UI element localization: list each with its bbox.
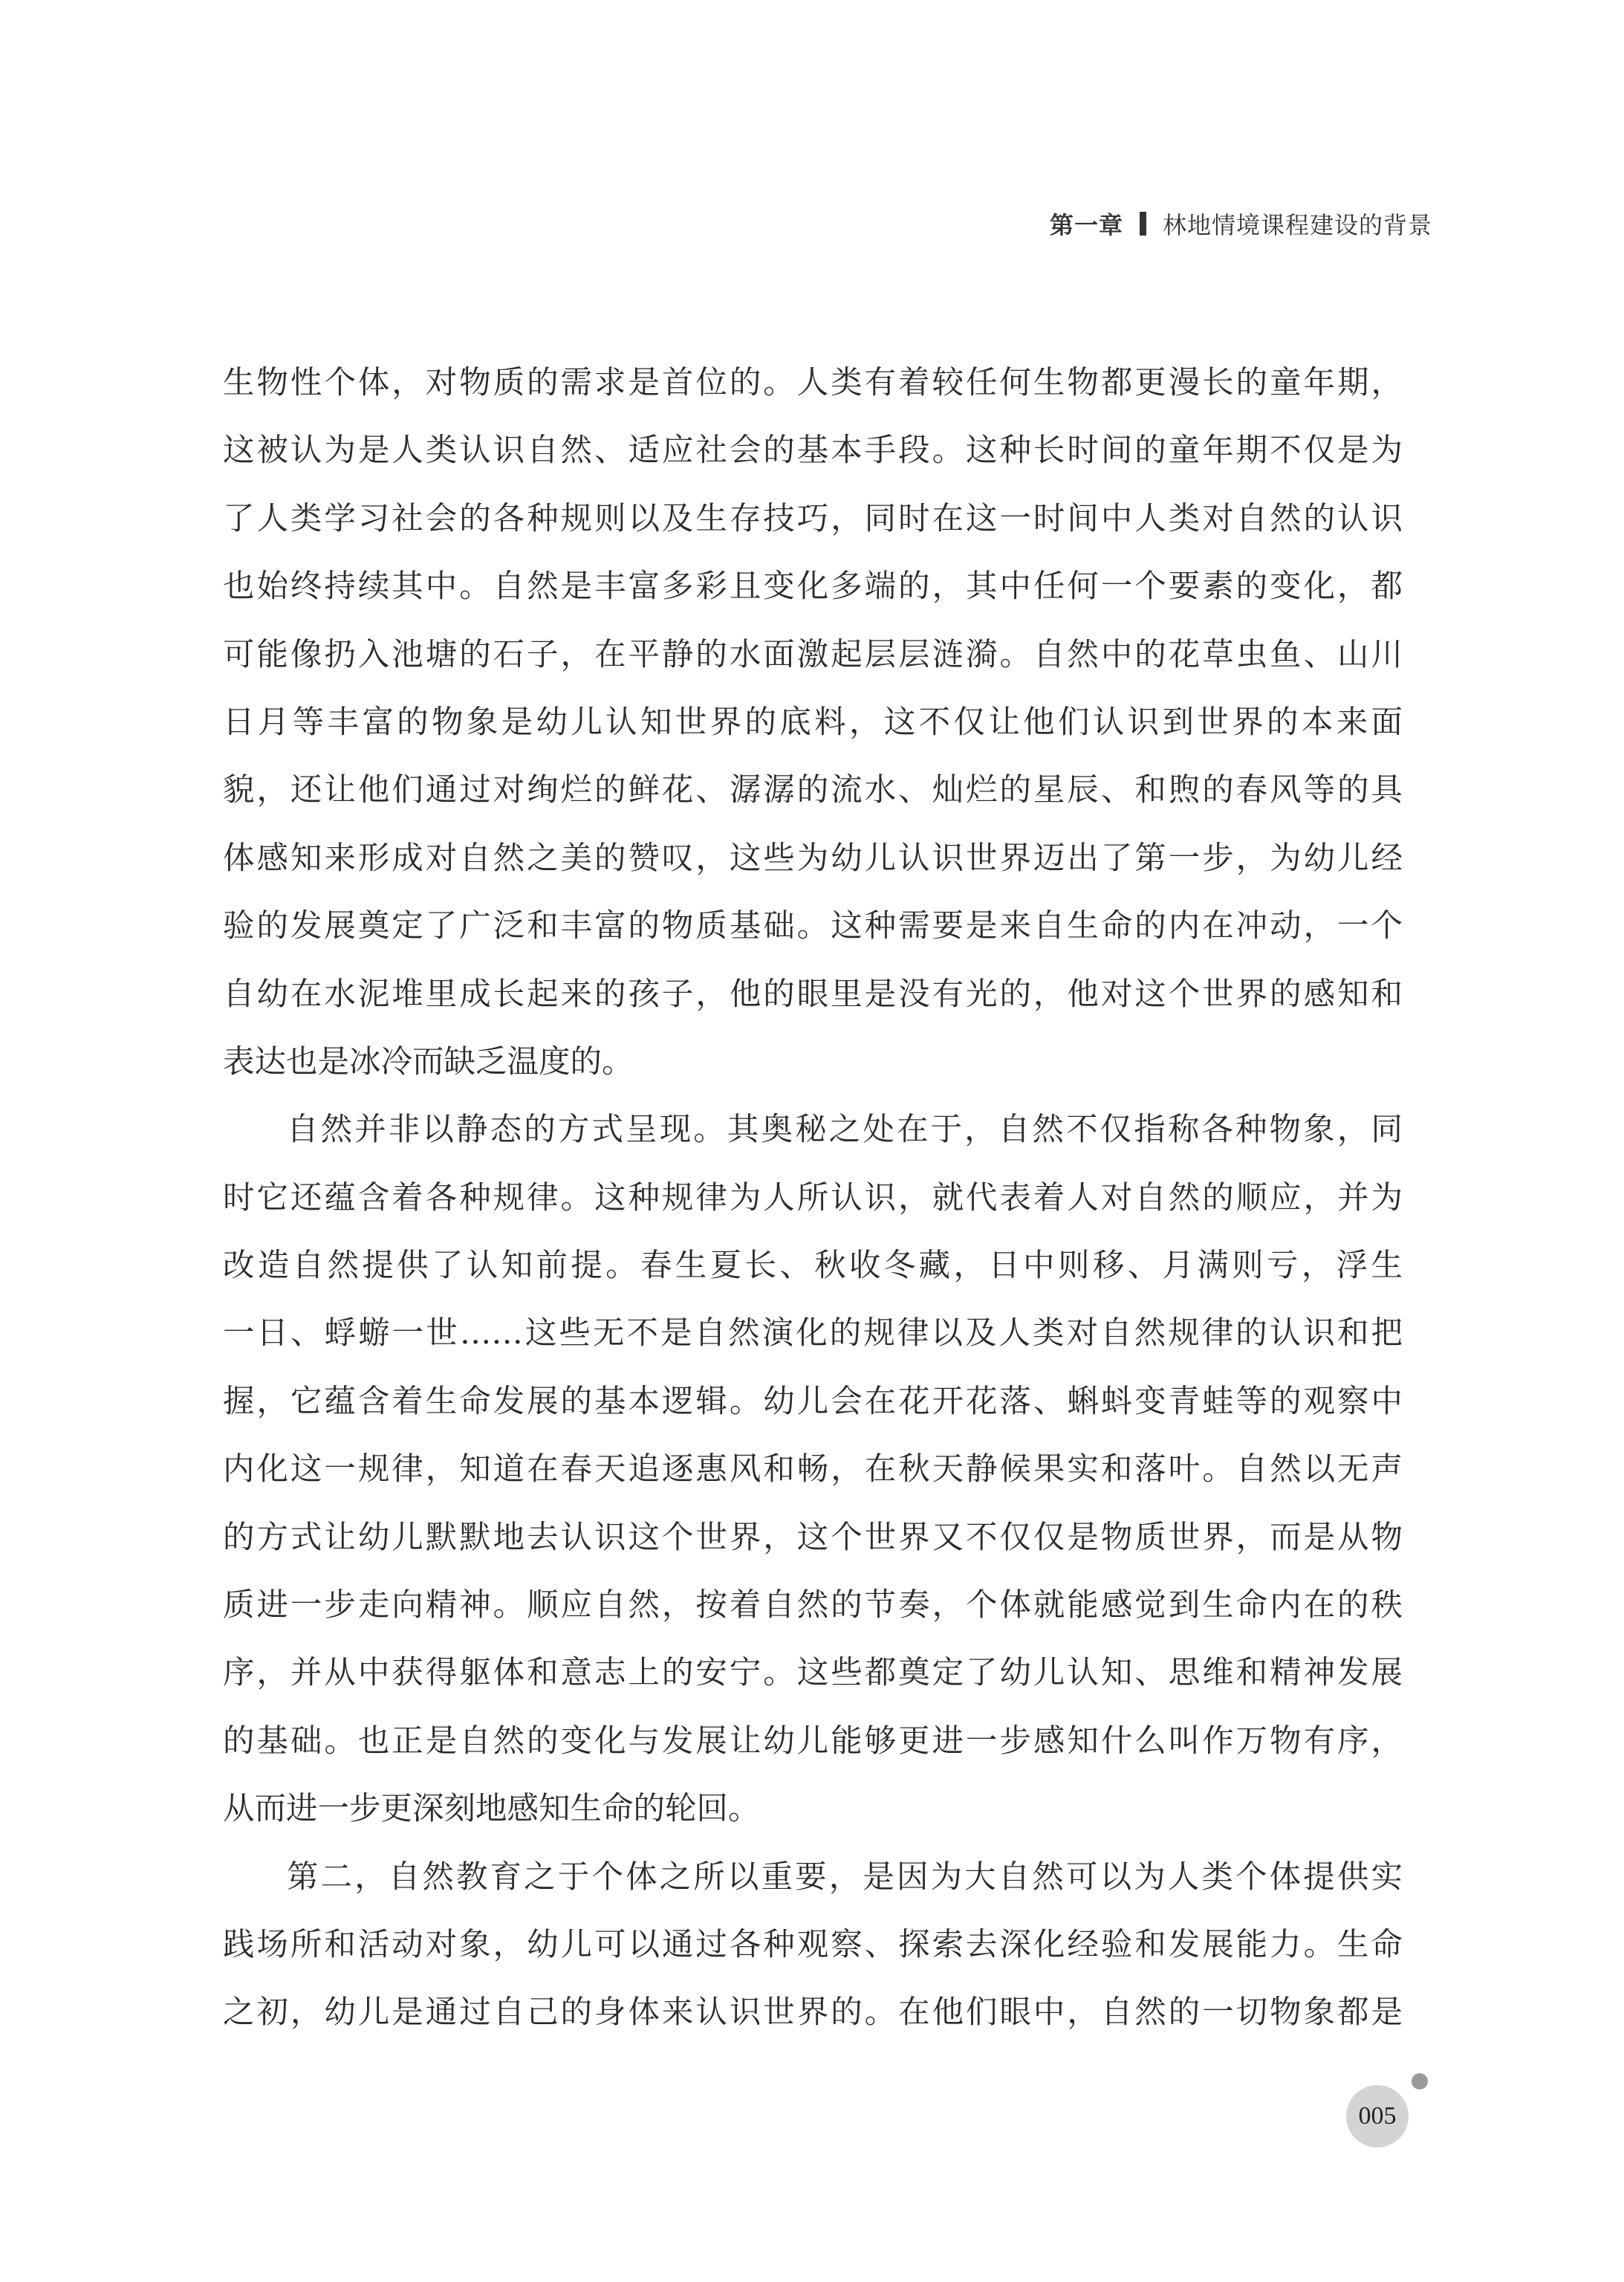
paragraph-first-line: 自然并非以静态的方式呈现。其奥秘之处在于，自然不仅指称各种物象，同	[287, 1112, 1403, 1149]
body-line: 貌，还让他们通过对绚烂的鲜花、潺潺的流水、灿烂的星辰、和煦的春风等的具	[223, 772, 1403, 809]
body-line: 也始终持续其中。自然是丰富多彩且变化多端的，其中任何一个要素的变化，都	[223, 568, 1403, 606]
body-line: 序，并从中获得躯体和意志上的安宁。这些都奠定了幼儿认知、思维和精神发展	[223, 1655, 1403, 1692]
body-line: 一日、蜉蝣一世……这些无不是自然演化的规律以及人类对自然规律的认识和把	[223, 1315, 1403, 1352]
body-line: 践场所和活动对象，幼儿可以通过各种观察、探索去深化经验和发展能力。生命	[223, 1926, 1403, 1963]
body-line: 表达也是冰冷而缺乏温度的。	[223, 1043, 634, 1080]
body-line: 时它还蕴含着各种规律。这种规律为人所认识，就代表着人对自然的顺应，并为	[223, 1179, 1403, 1216]
body-line: 体感知来形成对自然之美的赞叹，这些为幼儿认识世界迈出了第一步，为幼儿经	[223, 840, 1403, 877]
body-line: 从而进一步更深刻地感知生命的轮回。	[223, 1791, 760, 1828]
paragraph-first-line: 第二，自然教育之于个体之所以重要，是因为大自然可以为人类个体提供实	[287, 1858, 1403, 1896]
header-divider-bar	[1140, 212, 1146, 236]
body-line: 质进一步走向精神。顺应自然，按着自然的节奏，个体就能感觉到生命内在的秩	[223, 1587, 1403, 1624]
body-line: 的方式让幼儿默默地去认识这个世界，这个世界又不仅仅是物质世界，而是从物	[223, 1519, 1403, 1556]
body-line: 自幼在水泥堆里成长起来的孩子，他的眼里是没有光的，他对这个世界的感知和	[223, 976, 1403, 1013]
body-line: 的基础。也正是自然的变化与发展让幼儿能够更进一步感知什么叫作万物有序，	[223, 1722, 1403, 1760]
body-line: 了人类学习社会的各种规则以及生存技巧，同时在这一时间中人类对自然的认识	[223, 500, 1403, 537]
body-text	[223, 349, 1403, 2047]
running-header	[1050, 207, 1432, 241]
body-line: 生物性个体，对物质的需求是首位的。人类有着较任何生物都更漫长的童年期，	[223, 365, 1403, 401]
page-number-dot	[1412, 2073, 1428, 2090]
body-line: 验的发展奠定了广泛和丰富的物质基础。这种需要是来自生命的内在冲动，一个	[223, 908, 1403, 945]
body-line: 这被认为是人类认识自然、适应社会的基本手段。这种长时间的童年期不仅是为	[223, 432, 1403, 470]
chapter-label: 第一章	[1049, 211, 1123, 239]
body-line: 日月等丰富的物象是幼儿认知世界的底料，这不仅让他们认识到世界的本来面	[223, 704, 1403, 741]
body-line: 可能像扔入池塘的石子，在平静的水面激起层层涟漪。自然中的花草虫鱼、山川	[223, 636, 1403, 673]
chapter-title: 林地情境课程建设的背景	[1162, 211, 1432, 239]
body-line: 握，它蕴含着生命发展的基本逻辑。幼儿会在花开花落、蝌蚪变青蛙等的观察中	[223, 1383, 1403, 1420]
page-number: 005	[1346, 2085, 1409, 2148]
body-line: 改造自然提供了认知前提。春生夏长、秋收冬藏，日中则移、月满则亏，浮生	[223, 1248, 1403, 1285]
body-line: 内化这一规律，知道在春天追逐惠风和畅，在秋天静候果实和落叶。自然以无声	[223, 1451, 1403, 1488]
body-line: 之初，幼儿是通过自己的身体来认识世界的。在他们眼中，自然的一切物象都是	[223, 1994, 1403, 2032]
